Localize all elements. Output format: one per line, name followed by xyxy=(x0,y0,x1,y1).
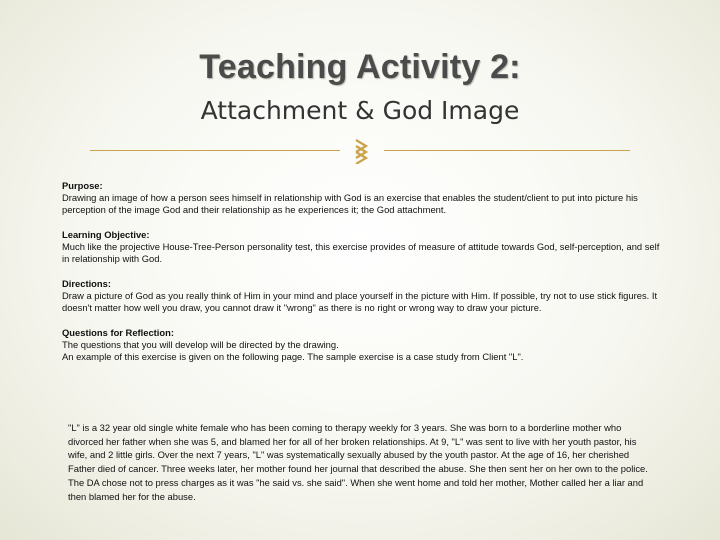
slide-content xyxy=(62,180,662,376)
slide-subtitle: Attachment & God Image xyxy=(200,96,520,125)
stacked-chevrons-icon xyxy=(342,136,382,164)
section-body: Drawing an image of how a person sees himself in relationship with God is an exercise that enables the student/client to put into picture his perception of the image God and their relationship as he experiences it; the God attachment. xyxy=(62,192,638,215)
section-heading: Directions: xyxy=(62,278,111,289)
divider-line-right xyxy=(384,150,630,151)
section-body: Much like the projective House-Tree-Person personality test, this exercise provides of measure of attitude towards God, self-perception, and self in relationship with God. xyxy=(62,241,660,264)
divider-line-left xyxy=(90,150,340,151)
section-body-continued: An example of this exercise is given on the following page. The sample exercise is a case study from Client "L". xyxy=(62,351,524,362)
section-heading: Questions for Reflection: xyxy=(62,327,174,338)
purpose-section xyxy=(62,180,662,216)
section-heading: Purpose: xyxy=(62,180,103,191)
reflection-section xyxy=(62,327,662,363)
title-divider xyxy=(90,150,630,152)
section-body: Draw a picture of God as you really think of Him in your mind and place yourself in the picture with Him. If possible, try not to use stick figures. It doesn't matter how well you draw, you cannot draw it "wrong" as there is no right or wrong way to draw your picture. xyxy=(62,290,658,313)
section-heading: Learning Objective: xyxy=(62,229,150,240)
directions-section xyxy=(62,278,662,314)
slide-title: Teaching Activity 2: xyxy=(199,48,521,86)
learning-objective-section xyxy=(62,229,662,265)
case-study-text: "L" is a 32 year old single white female who has been coming to therapy weekly for 3 years. She was born to a borderline mother who divorced her father when she was 5, and blamed her for all of her broken relationships. At 9, "L" was sent to live with her youth pastor, his wife, and 2 little girls. Over the next 7 years, "L" was systematically sexually abused by the youth pastor. At the age of 16, her cherished Father died of cancer. Three weeks later, her mother found her journal that described the abuse. She then sent her on her own to the police. The DA chose not to press charges as it was "he said vs. she said". When she went home and told her mother, Mother called her a liar and then blamed her for the abuse. xyxy=(68,422,648,502)
section-body: The questions that you will develop will be directed by the drawing. xyxy=(62,339,339,350)
